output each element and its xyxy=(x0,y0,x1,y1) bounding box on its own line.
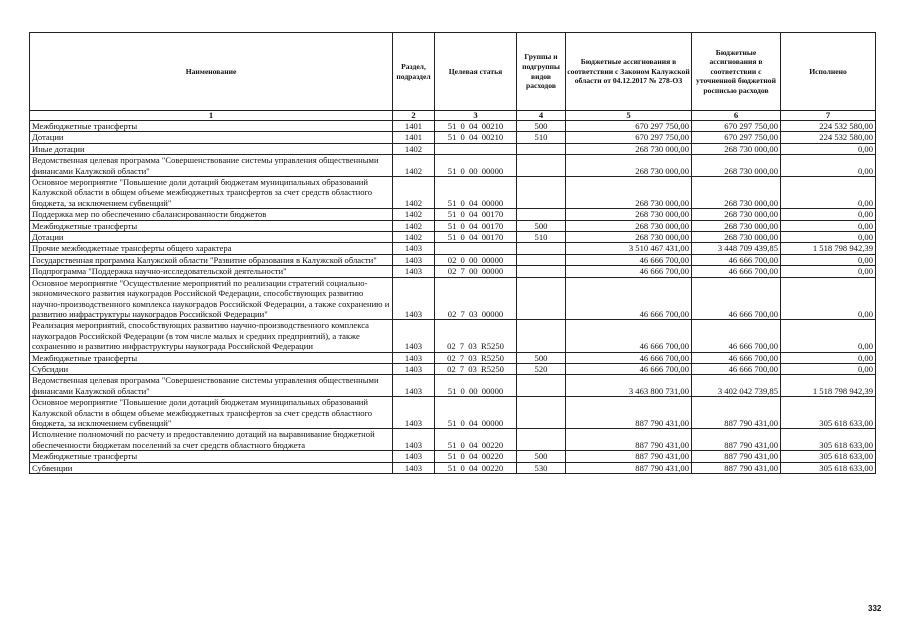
table-row xyxy=(30,320,876,352)
column-number: 3 xyxy=(435,111,517,121)
cell-target-code: 51 0 04 00170 xyxy=(435,232,517,243)
cell-expense-group xyxy=(517,397,566,429)
cell-section: 1402 xyxy=(393,155,435,177)
cell-name: Дотации xyxy=(30,232,393,243)
cell-expense-group: 510 xyxy=(517,232,566,243)
column-number: 1 xyxy=(30,111,393,121)
cell-expense-group xyxy=(517,209,566,220)
cell-budget-law: 268 730 000,00 xyxy=(566,143,692,154)
cell-budget-law: 46 666 700,00 xyxy=(566,254,692,265)
cell-section: 1402 xyxy=(393,143,435,154)
table-row xyxy=(30,177,876,209)
table-row xyxy=(30,220,876,231)
cell-section: 1403 xyxy=(393,320,435,352)
cell-budget-law: 268 730 000,00 xyxy=(566,209,692,220)
cell-budget-revised: 46 666 700,00 xyxy=(692,320,781,352)
column-number: 4 xyxy=(517,111,566,121)
cell-executed: 224 532 580,00 xyxy=(781,132,876,143)
cell-name: Дотации xyxy=(30,132,393,143)
cell-budget-revised: 268 730 000,00 xyxy=(692,177,781,209)
table-row xyxy=(30,363,876,374)
cell-budget-revised: 887 790 431,00 xyxy=(692,462,781,473)
cell-expense-group: 520 xyxy=(517,363,566,374)
cell-section: 1402 xyxy=(393,209,435,220)
cell-budget-revised: 887 790 431,00 xyxy=(692,397,781,429)
table-row xyxy=(30,143,876,154)
table-row xyxy=(30,243,876,254)
header-name: Наименование xyxy=(30,33,393,111)
cell-budget-law: 3 463 800 731,00 xyxy=(566,375,692,397)
table-row xyxy=(30,132,876,143)
cell-executed: 0,00 xyxy=(781,177,876,209)
cell-name: Основное мероприятие "Повышение доли дотаций бюджетам муниципальных образований Калужской области в общем объеме межбюджетных трансфертов за счет средств областного бюджета, за исключением субвенций" xyxy=(30,397,393,429)
cell-budget-revised: 46 666 700,00 xyxy=(692,254,781,265)
cell-executed: 305 618 633,00 xyxy=(781,462,876,473)
column-number: 5 xyxy=(566,111,692,121)
table-row xyxy=(30,266,876,277)
cell-target-code: 51 0 04 00000 xyxy=(435,177,517,209)
cell-expense-group: 500 xyxy=(517,352,566,363)
cell-executed: 0,00 xyxy=(781,254,876,265)
cell-budget-law: 670 297 750,00 xyxy=(566,121,692,132)
header-row xyxy=(30,33,876,111)
cell-name: Межбюджетные трансферты xyxy=(30,352,393,363)
cell-name: Прочие межбюджетные трансферты общего характера xyxy=(30,243,393,254)
cell-target-code: 51 0 00 00000 xyxy=(435,375,517,397)
cell-executed: 1 518 798 942,39 xyxy=(781,243,876,254)
table-row xyxy=(30,155,876,177)
cell-target-code: 02 7 03 00000 xyxy=(435,277,517,320)
cell-budget-revised: 3 402 042 739,85 xyxy=(692,375,781,397)
table-row xyxy=(30,352,876,363)
cell-budget-revised: 46 666 700,00 xyxy=(692,352,781,363)
table-row xyxy=(30,429,876,451)
cell-name: Ведомственная целевая программа "Совершенствование системы управления общественными финансами Калужской области" xyxy=(30,375,393,397)
cell-budget-law: 887 790 431,00 xyxy=(566,429,692,451)
cell-budget-revised: 3 448 709 439,85 xyxy=(692,243,781,254)
cell-executed: 0,00 xyxy=(781,352,876,363)
cell-target-code: 51 0 04 00170 xyxy=(435,220,517,231)
cell-budget-law: 46 666 700,00 xyxy=(566,266,692,277)
cell-budget-revised: 268 730 000,00 xyxy=(692,209,781,220)
cell-budget-revised: 46 666 700,00 xyxy=(692,277,781,320)
cell-executed: 0,00 xyxy=(781,209,876,220)
cell-expense-group: 500 xyxy=(517,220,566,231)
cell-expense-group xyxy=(517,320,566,352)
header-target: Целевая статья xyxy=(435,33,517,111)
table-row xyxy=(30,121,876,132)
header-budget-law: Бюджетные ассигнования в соответствии с Законом Калужской области от 04.12.2017 № 278-ОЗ xyxy=(566,33,692,111)
header-section: Раздел, подраздел xyxy=(393,33,435,111)
cell-budget-revised: 268 730 000,00 xyxy=(692,155,781,177)
cell-target-code: 02 7 03 R5250 xyxy=(435,352,517,363)
cell-target-code: 02 7 00 00000 xyxy=(435,266,517,277)
cell-section: 1402 xyxy=(393,232,435,243)
cell-section: 1403 xyxy=(393,277,435,320)
column-number: 6 xyxy=(692,111,781,121)
cell-budget-revised: 268 730 000,00 xyxy=(692,232,781,243)
cell-name: Межбюджетные трансферты xyxy=(30,451,393,462)
cell-target-code: 51 0 04 00220 xyxy=(435,429,517,451)
page-number: 332 xyxy=(868,604,882,613)
cell-budget-law: 46 666 700,00 xyxy=(566,363,692,374)
cell-executed: 0,00 xyxy=(781,155,876,177)
cell-budget-law: 268 730 000,00 xyxy=(566,155,692,177)
cell-budget-law: 670 297 750,00 xyxy=(566,132,692,143)
cell-expense-group xyxy=(517,375,566,397)
cell-budget-law: 46 666 700,00 xyxy=(566,277,692,320)
cell-budget-law: 268 730 000,00 xyxy=(566,232,692,243)
cell-section: 1403 xyxy=(393,429,435,451)
table-row xyxy=(30,232,876,243)
cell-name: Ведомственная целевая программа "Совершенствование системы управления общественными финансами Калужской области" xyxy=(30,155,393,177)
header-groups: Группы и подгруппы видов расходов xyxy=(517,33,566,111)
cell-expense-group: 500 xyxy=(517,121,566,132)
cell-budget-law: 3 510 467 431,00 xyxy=(566,243,692,254)
cell-budget-revised: 887 790 431,00 xyxy=(692,429,781,451)
cell-target-code xyxy=(435,143,517,154)
cell-target-code: 02 7 03 R5250 xyxy=(435,363,517,374)
cell-budget-law: 46 666 700,00 xyxy=(566,320,692,352)
table-row xyxy=(30,462,876,473)
cell-section: 1403 xyxy=(393,243,435,254)
cell-executed: 0,00 xyxy=(781,320,876,352)
cell-target-code: 51 0 04 00220 xyxy=(435,451,517,462)
cell-budget-law: 268 730 000,00 xyxy=(566,177,692,209)
cell-section: 1401 xyxy=(393,132,435,143)
cell-executed: 0,00 xyxy=(781,220,876,231)
cell-section: 1401 xyxy=(393,121,435,132)
cell-name: Субсидии xyxy=(30,363,393,374)
cell-executed: 0,00 xyxy=(781,363,876,374)
cell-executed: 224 532 580,00 xyxy=(781,121,876,132)
cell-target-code: 02 0 00 00000 xyxy=(435,254,517,265)
cell-target-code: 51 0 04 00210 xyxy=(435,132,517,143)
budget-table xyxy=(29,32,876,474)
cell-name: Основное мероприятие "Повышение доли дотаций бюджетам муниципальных образований Калужской области в общем объеме межбюджетных трансфертов за счет средств областного бюджета, за исключением субвенций" xyxy=(30,177,393,209)
cell-section: 1403 xyxy=(393,451,435,462)
cell-budget-law: 887 790 431,00 xyxy=(566,451,692,462)
cell-expense-group xyxy=(517,429,566,451)
table-row xyxy=(30,209,876,220)
cell-target-code: 51 0 00 00000 xyxy=(435,155,517,177)
cell-target-code: 51 0 04 00170 xyxy=(435,209,517,220)
cell-target-code: 02 7 03 R5250 xyxy=(435,320,517,352)
cell-target-code: 51 0 04 00000 xyxy=(435,397,517,429)
cell-section: 1403 xyxy=(393,375,435,397)
cell-expense-group: 530 xyxy=(517,462,566,473)
cell-name: Поддержка мер по обеспечению сбалансированности бюджетов xyxy=(30,209,393,220)
cell-executed: 0,00 xyxy=(781,232,876,243)
column-number: 2 xyxy=(393,111,435,121)
table-row xyxy=(30,254,876,265)
cell-budget-law: 887 790 431,00 xyxy=(566,397,692,429)
cell-name: Межбюджетные трансферты xyxy=(30,121,393,132)
cell-expense-group xyxy=(517,155,566,177)
cell-expense-group xyxy=(517,266,566,277)
cell-section: 1402 xyxy=(393,177,435,209)
cell-target-code xyxy=(435,243,517,254)
cell-name: Подпрограмма "Поддержка научно-исследовательской деятельности" xyxy=(30,266,393,277)
header-executed: Исполнено xyxy=(781,33,876,111)
table-row xyxy=(30,277,876,320)
cell-name: Субвенции xyxy=(30,462,393,473)
cell-expense-group xyxy=(517,143,566,154)
header-budget-revised: Бюджетные ассигнования в соответствии с уточненной бюджетной росписью расходов xyxy=(692,33,781,111)
cell-expense-group: 510 xyxy=(517,132,566,143)
cell-expense-group xyxy=(517,277,566,320)
cell-target-code: 51 0 04 00210 xyxy=(435,121,517,132)
cell-name: Основное мероприятие "Осуществление мероприятий по реализации стратегий социально-экономического развития наукоградов Российской Федерации, способствующих развитию научно-производственного комплекса наукоградов Российской Федерации, а также сохранению и развитию инфраструктуры наукоградов Российской Федерации" xyxy=(30,277,393,320)
cell-section: 1403 xyxy=(393,397,435,429)
cell-executed: 305 618 633,00 xyxy=(781,397,876,429)
cell-budget-law: 46 666 700,00 xyxy=(566,352,692,363)
cell-section: 1403 xyxy=(393,352,435,363)
cell-expense-group xyxy=(517,254,566,265)
cell-section: 1402 xyxy=(393,220,435,231)
cell-executed: 305 618 633,00 xyxy=(781,451,876,462)
cell-name: Иные дотации xyxy=(30,143,393,154)
table-row xyxy=(30,375,876,397)
cell-section: 1403 xyxy=(393,254,435,265)
cell-expense-group xyxy=(517,177,566,209)
cell-section: 1403 xyxy=(393,462,435,473)
cell-budget-revised: 46 666 700,00 xyxy=(692,266,781,277)
cell-budget-revised: 268 730 000,00 xyxy=(692,220,781,231)
column-number-row xyxy=(30,111,876,121)
table-body xyxy=(30,121,876,474)
cell-executed: 0,00 xyxy=(781,277,876,320)
cell-name: Государственная программа Калужской области "Развитие образования в Калужской области" xyxy=(30,254,393,265)
cell-expense-group xyxy=(517,243,566,254)
cell-budget-revised: 268 730 000,00 xyxy=(692,143,781,154)
cell-budget-law: 887 790 431,00 xyxy=(566,462,692,473)
cell-executed: 305 618 633,00 xyxy=(781,429,876,451)
cell-name: Реализация мероприятий, способствующих развитию научно-производственного комплекса наукоградов Российской Федерации (в том числе малых и средних предприятий), а также сохранению и развитию инфраструктуры наукограда Российской Федерации xyxy=(30,320,393,352)
cell-section: 1403 xyxy=(393,363,435,374)
cell-name: Исполнение полномочий по расчету и предоставлению дотаций на выравнивание бюджетной обеспеченности бюджетам поселений за счет средств областного бюджета xyxy=(30,429,393,451)
cell-target-code: 51 0 04 00220 xyxy=(435,462,517,473)
cell-section: 1403 xyxy=(393,266,435,277)
cell-budget-revised: 46 666 700,00 xyxy=(692,363,781,374)
cell-executed: 0,00 xyxy=(781,143,876,154)
cell-budget-revised: 670 297 750,00 xyxy=(692,121,781,132)
cell-executed: 1 518 798 942,39 xyxy=(781,375,876,397)
table-row xyxy=(30,397,876,429)
column-number: 7 xyxy=(781,111,876,121)
cell-budget-revised: 670 297 750,00 xyxy=(692,132,781,143)
cell-budget-revised: 887 790 431,00 xyxy=(692,451,781,462)
cell-expense-group: 500 xyxy=(517,451,566,462)
cell-executed: 0,00 xyxy=(781,266,876,277)
table-row xyxy=(30,451,876,462)
cell-name: Межбюджетные трансферты xyxy=(30,220,393,231)
cell-budget-law: 268 730 000,00 xyxy=(566,220,692,231)
